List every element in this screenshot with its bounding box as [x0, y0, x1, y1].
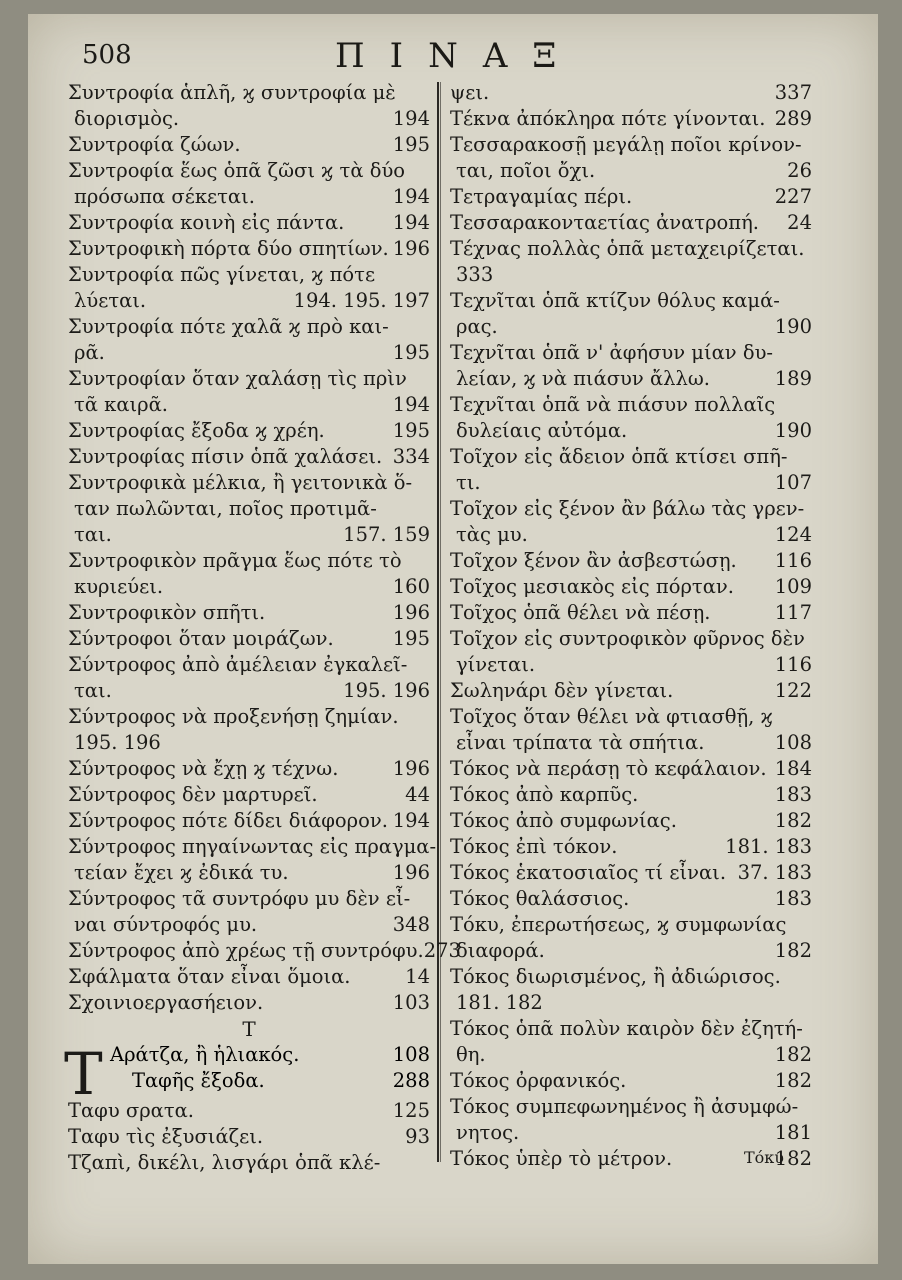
entry-line: [450, 184, 812, 210]
entry-line: [450, 470, 812, 496]
entry-pages: 181: [774, 1121, 812, 1144]
entry-line: [68, 522, 430, 548]
entry-text: ται.: [74, 523, 112, 546]
entry-line: [68, 626, 430, 652]
entry-pages: 14: [405, 965, 430, 988]
entry-line: [450, 860, 812, 886]
index-entry: [450, 626, 812, 678]
entry-pages: 108: [392, 1043, 430, 1066]
entry-text: γίνεται.: [456, 653, 536, 676]
catchword: Τόκυ: [744, 1148, 785, 1167]
entry-pages: 190: [774, 419, 812, 442]
entry-text: ταν πωλῶνται, ποῖος προτιμᾶ-: [74, 497, 377, 520]
entry-text: 333: [456, 263, 494, 286]
entry-text: θη.: [456, 1043, 486, 1066]
left-column: [64, 80, 461, 1176]
entry-text: Ταφῆς ἔξοδα.: [132, 1069, 265, 1092]
entry-pages: 182: [774, 1043, 812, 1066]
entry-pages: 108: [774, 731, 812, 754]
entry-line: [68, 860, 430, 886]
entry-text: Συντροφικὸν πρᾶγμα ἕως πότε τὸ: [68, 549, 402, 572]
entry-text: Συντροφία ἕως ὁπᾶ ζῶσι ϗ τὰ δύο: [68, 159, 406, 182]
dropcap-entry: [64, 1040, 430, 1108]
entry-text: 195. 196: [74, 731, 161, 754]
entry-pages: 182: [774, 1069, 812, 1092]
index-entry: [68, 756, 430, 782]
entry-line: [68, 340, 430, 366]
entry-text: Σύντροφοι ὅταν μοιράζων.: [68, 627, 334, 650]
entry-line: [450, 990, 812, 1016]
entry-text: Τοῖχος μεσιακὸς εἰς πόρταν.: [450, 575, 734, 598]
entry-pages: 337: [774, 81, 812, 104]
index-entry: [68, 808, 430, 834]
entry-line: [68, 938, 461, 964]
entry-text: Τεχνῖται ὁπᾶ νὰ πιάσυν πολλαῖς: [450, 393, 776, 416]
entry-line: [450, 808, 812, 834]
entry-pages: 181. 183: [725, 835, 812, 858]
index-entry: [68, 1150, 430, 1176]
index-entry: [450, 288, 812, 340]
entry-pages: 182: [774, 809, 812, 832]
entry-text: Τόκος ἐπὶ τόκον.: [450, 835, 618, 858]
entry-text: λείαν, ϗ νὰ πιάσυν ἄλλω.: [456, 367, 710, 390]
index-entry: [450, 444, 812, 496]
entry-pages: 24: [787, 211, 812, 234]
index-entry: [450, 1094, 812, 1146]
entry-line: [68, 132, 430, 158]
entry-pages: 122: [774, 679, 812, 702]
entry-line: [68, 444, 430, 470]
entry-line: [68, 184, 430, 210]
index-entry: [68, 652, 430, 704]
entry-line: [450, 288, 812, 314]
entry-pages: 195. 196: [343, 679, 430, 702]
entry-line: [450, 158, 812, 184]
entry-line: [450, 834, 812, 860]
entry-text: τείαν ἔχει ϗ ἐδικά τυ.: [74, 861, 289, 884]
entry-text: Τέχνας πολλὰς ὁπᾶ μεταχειρίζεται.: [450, 237, 805, 260]
entry-line: [450, 132, 812, 158]
column-divider-secondary: [440, 82, 441, 1162]
entry-pages: 182: [774, 939, 812, 962]
entry-pages: 196: [392, 757, 430, 780]
entry-line: [68, 756, 430, 782]
index-entry: [450, 860, 812, 886]
index-entry: [450, 756, 812, 782]
entry-text: Τοῖχος ὁπᾶ θέλει νὰ πέσῃ.: [450, 601, 711, 624]
index-entry: [68, 938, 461, 964]
index-entry: [68, 990, 430, 1016]
entry-text: ναι σύντροφός μυ.: [74, 913, 258, 936]
entry-text: Τοῖχον εἰς ἄδειον ὁπᾶ κτίσει σπῆ-: [450, 445, 788, 468]
entry-line: [450, 756, 812, 782]
index-entry: [450, 964, 812, 1016]
entry-pages: 189: [774, 367, 812, 390]
entry-line: [450, 548, 812, 574]
index-entry: [450, 80, 812, 106]
entry-line: [450, 522, 812, 548]
entry-pages: 117: [774, 601, 812, 624]
entry-text: Συντροφικὰ μέλκια, ἢ γειτονικὰ ὅ-: [68, 471, 413, 494]
entry-line: [450, 964, 812, 990]
index-entry: [450, 886, 812, 912]
entry-line: [68, 106, 430, 132]
index-entry: [68, 600, 430, 626]
entry-text: Ταφυ τὶς ἐξυσιάζει.: [68, 1125, 264, 1148]
entry-text: Συντροφικὸν σπῆτι.: [68, 601, 266, 624]
entry-pages: 109: [774, 575, 812, 598]
entry-pages: 184: [774, 757, 812, 780]
entry-pages: 44: [405, 783, 430, 806]
index-entry: [450, 106, 812, 132]
entry-pages: 195: [392, 341, 430, 364]
entry-text: Ταφυ σρατα.: [68, 1099, 194, 1122]
entry-pages: 196: [392, 601, 430, 624]
entry-line: [450, 1016, 812, 1042]
entry-text: Τόκος συμπεφωνημένος ἢ ἀσυμφώ-: [450, 1095, 799, 1118]
entry-text: διαφορά.: [456, 939, 545, 962]
entry-text: Σύντροφος ἀπὸ ἀμέλειαν ἐγκαλεῖ-: [68, 653, 408, 676]
entry-text: Συντροφία ζώων.: [68, 133, 241, 156]
entry-pages: 157. 159: [343, 523, 430, 546]
entry-line: [450, 496, 812, 522]
index-entry: [68, 1124, 430, 1150]
entry-pages: 196: [392, 237, 430, 260]
entry-text: Αράτζα, ἢ ἡλιακός.: [110, 1043, 300, 1066]
index-entry: [68, 964, 430, 990]
index-entry: [68, 886, 430, 938]
index-entry: [68, 444, 430, 470]
entry-line: [132, 1068, 430, 1094]
entry-pages: 190: [774, 315, 812, 338]
index-entry: [68, 834, 437, 886]
entry-pages: 194: [392, 211, 430, 234]
entry-text: δυλείαις αὐτόμα.: [456, 419, 628, 442]
entry-text: ται, ποῖοι ὄχι.: [456, 159, 596, 182]
entry-line: [68, 366, 430, 392]
index-entry: [68, 704, 430, 756]
entry-text: Τόκος ὀρφανικός.: [450, 1069, 627, 1092]
entry-line: [450, 1094, 812, 1120]
entry-text: ρᾶ.: [74, 341, 105, 364]
entry-text: Συντροφία κοινὴ εἰς πάντα.: [68, 211, 345, 234]
entry-line: [68, 262, 430, 288]
index-entry: [450, 184, 812, 210]
index-entry: [450, 678, 812, 704]
entry-pages: 160: [392, 575, 430, 598]
entry-pages: 194: [392, 393, 430, 416]
entry-text: Τόκος διωρισμένος, ἢ ἀδιώρισος.: [450, 965, 781, 988]
entry-line: [450, 626, 812, 652]
entry-line: [450, 210, 812, 236]
entry-text: Σύντροφος νὰ ἔχῃ ϗ τέχνω.: [68, 757, 339, 780]
entry-line: [450, 262, 812, 288]
index-entry: [450, 1068, 812, 1094]
index-entry: [450, 132, 812, 184]
entry-line: [450, 444, 812, 470]
entry-line: [68, 80, 430, 106]
entry-text: Τόκος ἑκατοσιαῖος τί εἶναι.: [450, 861, 727, 884]
entry-line: [68, 964, 430, 990]
index-entry: [68, 782, 430, 808]
entry-pages: 107: [774, 471, 812, 494]
entry-text: Τόκος ὑπὲρ τὸ μέτρον.: [450, 1147, 673, 1170]
entry-text: Τοῖχον εἰς συντροφικὸν φῦρνος δὲν: [450, 627, 805, 650]
entry-line: [68, 730, 430, 756]
page-number: 508: [82, 40, 132, 70]
entry-text: Σύντροφος ἀπὸ χρέως τῇ συντρόφυ.: [68, 939, 424, 962]
entry-text: Τέκνα ἀπόκληρα πότε γίνονται.: [450, 107, 766, 130]
entry-text: Τόκος ἀπὸ καρπῦς.: [450, 783, 639, 806]
entry-pages: 37. 183: [737, 861, 812, 884]
entry-text: Συντροφία πότε χαλᾶ ϗ πρὸ και-: [68, 315, 389, 338]
entry-line: [68, 548, 430, 574]
entry-line: [450, 704, 812, 730]
entry-line: [450, 938, 812, 964]
entry-text: Τόκυ, ἐπερωτήσεως, ϗ συμφωνίας: [450, 913, 787, 936]
entry-text: κυριεύει.: [74, 575, 164, 598]
entry-line: [68, 470, 430, 496]
entry-text: Τεσσαρακονταετίας ἀνατροπή.: [450, 211, 759, 234]
index-entry: [450, 1016, 812, 1068]
entry-text: Συντροφία ἁπλῆ, ϗ συντροφία μὲ: [68, 81, 396, 104]
entry-text: Τεχνῖται ὁπᾶ ν' ἀφήσυν μίαν δυ-: [450, 341, 774, 364]
entry-text: Τεσσαρακοσῇ μεγάλῃ ποῖοι κρίνον-: [450, 133, 802, 156]
entry-line: [450, 314, 812, 340]
entry-text: Τόκος ὁπᾶ πολὺν καιρὸν δὲν ἐζητή-: [450, 1017, 803, 1040]
drop-cap-letter: Τ: [64, 1040, 103, 1108]
entry-text: Τοῖχον ξένον ἂν ἀσβεστώσῃ.: [450, 549, 737, 572]
entry-pages: 183: [774, 887, 812, 910]
entry-line: [68, 990, 430, 1016]
entry-pages: 93: [405, 1125, 430, 1148]
entry-text: νητος.: [456, 1121, 520, 1144]
index-entry: [68, 470, 430, 548]
index-entry: [68, 418, 430, 444]
entry-text: Συντροφίας ἔξοδα ϗ χρέη.: [68, 419, 325, 442]
entry-text: λύεται.: [74, 289, 147, 312]
entry-text: Σωληνάρι δὲν γίνεται.: [450, 679, 674, 702]
entry-pages: 124: [774, 523, 812, 546]
index-entry: [68, 548, 430, 600]
entry-text: τι.: [456, 471, 481, 494]
entry-text: Συντροφικὴ πόρτα δύο σπητίων.: [68, 237, 389, 260]
index-entry: [450, 574, 812, 600]
entry-line: [68, 1098, 430, 1124]
entry-line: [450, 340, 812, 366]
entry-line: [450, 236, 812, 262]
entry-line: [450, 366, 812, 392]
entry-text: Σχοινιοεργασήειον.: [68, 991, 264, 1014]
entry-text: ται.: [74, 679, 112, 702]
entry-pages: 26: [787, 159, 812, 182]
entry-line: [68, 834, 437, 860]
column-divider: [437, 82, 439, 1162]
entry-line: [450, 652, 812, 678]
entry-text: Τεχνῖται ὁπᾶ κτίζυν θόλυς καμά-: [450, 289, 780, 312]
section-letter: Τ: [242, 1017, 256, 1041]
entry-line: [68, 392, 430, 418]
entry-line: [68, 1124, 430, 1150]
entry-line: [450, 1068, 812, 1094]
entry-text: τᾶ καιρᾶ.: [74, 393, 168, 416]
index-entry: [450, 496, 812, 548]
entry-line: [68, 496, 430, 522]
entry-text: Σφάλματα ὅταν εἶναι ὅμοια.: [68, 965, 351, 988]
entry-text: Τετραγαμίας πέρι.: [450, 185, 633, 208]
index-entry: [68, 1098, 430, 1124]
entry-line: [450, 912, 812, 938]
entry-text: Συντροφία πῶς γίνεται, ϗ πότε: [68, 263, 376, 286]
entry-text: εἶναι τρίπατα τὰ σπήτια.: [456, 731, 705, 754]
entry-text: τὰς μυ.: [456, 523, 528, 546]
entry-text: ψει.: [450, 81, 490, 104]
entry-line: [450, 1120, 812, 1146]
entry-line: [450, 106, 812, 132]
entry-pages: 195: [392, 133, 430, 156]
entry-pages: 103: [392, 991, 430, 1014]
entry-line: [450, 678, 812, 704]
entry-text: διορισμὸς.: [74, 107, 180, 130]
entry-line: [450, 886, 812, 912]
index-entry: [68, 80, 430, 132]
entry-line: [450, 80, 812, 106]
entry-pages: 289: [774, 107, 812, 130]
entry-text: Τόκος θαλάσσιος.: [450, 887, 630, 910]
index-entry: [68, 314, 430, 366]
entry-line: [450, 1042, 812, 1068]
index-entry: [450, 236, 812, 288]
entry-text: Τζαπὶ, δικέλι, λισγάρι ὁπᾶ κλέ-: [68, 1151, 381, 1174]
entry-pages: 194: [392, 809, 430, 832]
entry-pages: 183: [774, 783, 812, 806]
entry-pages: 116: [774, 549, 812, 572]
index-entry: [68, 132, 430, 158]
entry-pages: 195: [392, 627, 430, 650]
index-entry: [450, 808, 812, 834]
entry-text: Σύντροφος πηγαίνωντας εἰς πραγμα-: [68, 835, 437, 858]
page-header: [0, 0, 902, 76]
index-entry: [450, 834, 812, 860]
index-entry: [68, 158, 430, 210]
entry-pages: 334: [392, 445, 430, 468]
index-entry: [68, 626, 430, 652]
entry-pages: 348: [392, 913, 430, 936]
index-entry: [450, 392, 812, 444]
entry-line: [110, 1042, 430, 1068]
entry-line: [68, 574, 430, 600]
entry-line: [68, 886, 430, 912]
entry-line: [450, 730, 812, 756]
entry-pages: 194. 195. 197: [293, 289, 430, 312]
index-entry: [68, 262, 430, 314]
entry-line: [68, 652, 430, 678]
entry-pages: 194: [392, 107, 430, 130]
entry-line: [450, 418, 812, 444]
index-entry: [450, 548, 812, 574]
entry-pages: 227: [774, 185, 812, 208]
entry-text: Συντροφίαν ὅταν χαλάσῃ τὶς πρὶν: [68, 367, 407, 390]
entry-line: [68, 782, 430, 808]
index-entry: [450, 704, 812, 756]
entry-pages: 195: [392, 419, 430, 442]
index-entry: [450, 600, 812, 626]
index-entry: [450, 340, 812, 392]
entry-line: [68, 1150, 430, 1176]
entry-pages: 194: [392, 185, 430, 208]
entry-text: Τόκος ἀπὸ συμφωνίας.: [450, 809, 677, 832]
entry-pages: 125: [392, 1099, 430, 1122]
entry-line: [68, 678, 430, 704]
entry-pages: 116: [774, 653, 812, 676]
entry-text: Σύντροφος νὰ προξενήσῃ ζημίαν.: [68, 705, 399, 728]
entry-line: [68, 418, 430, 444]
entry-pages: 182: [774, 1147, 812, 1170]
entry-line: [450, 600, 812, 626]
entry-line: [68, 600, 430, 626]
index-entry: [450, 210, 812, 236]
entry-text: Σύντροφος πότε δίδει διάφορον.: [68, 809, 388, 832]
entry-pages: 273: [423, 939, 461, 962]
index-entry: [68, 210, 430, 236]
page-title: ΠΙΝΑΞ: [335, 36, 582, 76]
entry-line: [68, 288, 430, 314]
entry-text: Τοῖχος ὅταν θέλει νὰ φτιασθῇ, ϗ: [450, 705, 773, 728]
index-entry: [68, 366, 430, 418]
entry-line: [68, 210, 430, 236]
entry-line: [68, 314, 430, 340]
entry-line: [68, 808, 430, 834]
right-column: [450, 80, 812, 1172]
entry-line: [68, 704, 430, 730]
entry-text: πρόσωπα σέκεται.: [74, 185, 255, 208]
entry-text: Τόκος νὰ περάσῃ τὸ κεφάλαιον.: [450, 757, 767, 780]
entry-text: Συντροφίας πίσιν ὁπᾶ χαλάσει.: [68, 445, 383, 468]
entry-text: ρας.: [456, 315, 498, 338]
entry-line: [68, 912, 430, 938]
entry-line: [450, 392, 812, 418]
entry-pages: 288: [392, 1069, 430, 1092]
entry-text: Σύντροφος δὲν μαρτυρεῖ.: [68, 783, 318, 806]
entry-text: Σύντροφος τᾶ συντρόφυ μυ δὲν εἶ-: [68, 887, 411, 910]
index-entry: [450, 782, 812, 808]
entry-line: [450, 574, 812, 600]
entry-text: Τοῖχον εἰς ξένον ἂν βάλω τὰς γρεν-: [450, 497, 805, 520]
entry-pages: 196: [392, 861, 430, 884]
entry-text: 181. 182: [456, 991, 543, 1014]
entry-line: [68, 158, 430, 184]
entry-line: [68, 236, 430, 262]
index-entry: [68, 236, 430, 262]
index-entry: [450, 912, 812, 964]
entry-line: [450, 782, 812, 808]
